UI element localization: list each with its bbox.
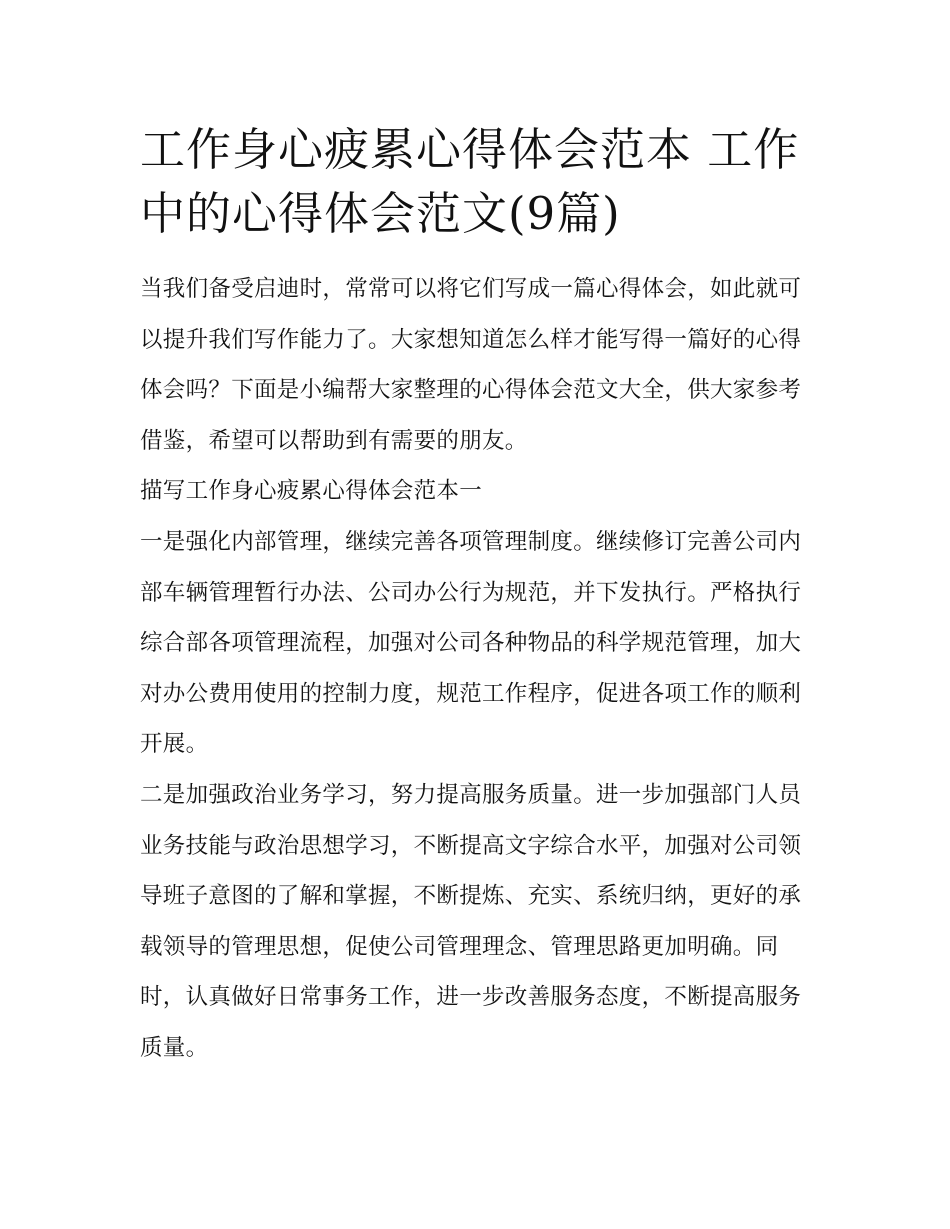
section-heading: 描写工作身心疲累心得体会范本一 xyxy=(140,478,483,505)
document-body xyxy=(140,264,812,1074)
body-paragraph-2: 二是加强政治业务学习，努力提高服务质量。进一步加强部门人员业务技能与政治思想学习，不断提高文字综合水平，加强对公司领导班子意图的了解和掌握，不断提炼、充实、系统归纳，更好的承载领导的管理思想，促使公司管理理念、管理思路更加明确。同时，认真做好日常事务工作，进一步改善服务态度，不断提高服务质量。 xyxy=(140,781,802,1061)
body-paragraph-1: 一是强化内部管理，继续完善各项管理制度。继续修订完善公司内部车辆管理暂行办法、公司办公行为规范，并下发执行。严格执行综合部各项管理流程，加强对公司各种物品的科学规范管理，加大对办公费用使用的控制力度，规范工作程序，促进各项工作的顺利开展。 xyxy=(140,528,802,758)
document-title: 工作身心疲累心得体会范本 工作中的心得体会范文(9篇) xyxy=(140,123,800,240)
intro-paragraph: 当我们备受启迪时，常常可以将它们写成一篇心得体会，如此就可以提升我们写作能力了。大家想知道怎么样才能写得一篇好的心得体会吗？下面是小编帮大家整理的心得体会范文大全，供大家参考借鉴，希望可以帮助到有需要的朋友。 xyxy=(140,276,802,454)
document-page xyxy=(140,118,812,1074)
